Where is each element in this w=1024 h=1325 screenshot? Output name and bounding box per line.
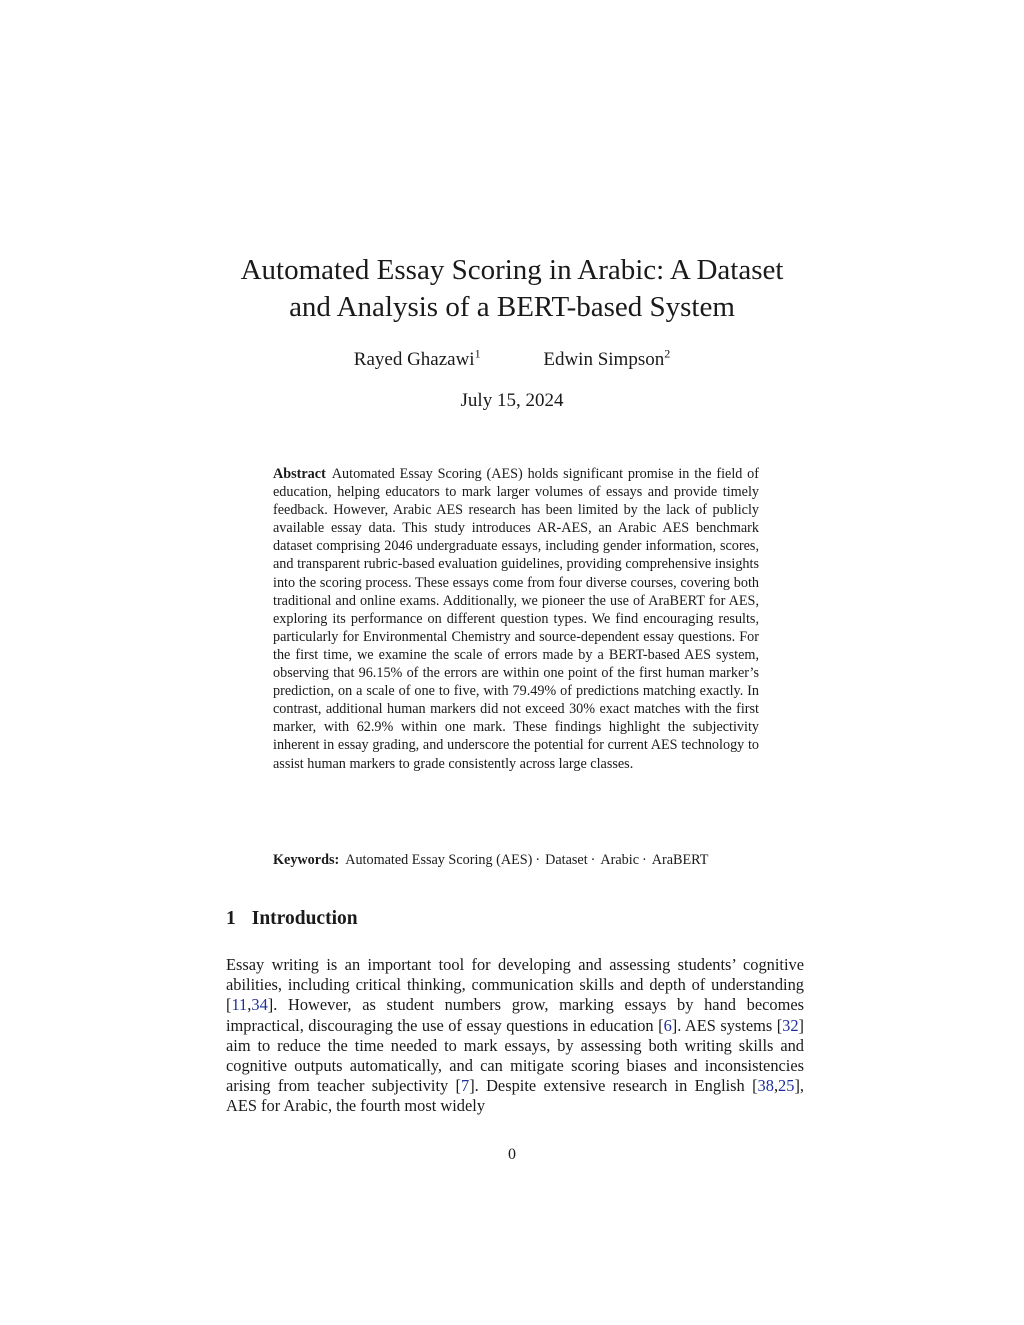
intro-text: ]. AES systems [ [671, 1015, 783, 1035]
intro-text: ], AES for Arabic, the fourth most widely [226, 1076, 804, 1116]
section-heading-introduction [226, 906, 358, 932]
keywords-label: Keywords: [273, 852, 340, 868]
keyword: Dataset [545, 852, 588, 868]
abstract-text: Automated Essay Scoring (AES) holds significant promise in the field of education, helping educators to mark larger volumes of essays and provide timely feedback. However, Arabic AES research has been limited by the lack of publicly available essay data. This study introduces AR-AES, an Arabic AES benchmark dataset comprising 2046 undergraduate essays, including gender information, scores, and transparent rubric-based evaluation guidelines, providing comprehensive insights into the scoring process. These essays come from four diverse courses, covering both traditional and online exams. Additionally, we pioneer the use of AraBERT for AES, exploring its performance on different question types. We find encouraging results, particularly for Environmental Chemistry and source-dependent essay questions. For the first time, we examine the scale of errors made by a BERT-based AES system, observing that 96.15% of the errors are within one point of the first human marker’s prediction, on a scale of one to five, with 79.49% of predictions matching exactly. In contrast, additional human markers did not exceed 30% exact matches with the first marker, with 62.9% within one mark. These findings highlight the subjectivity inherent in essay grading, and underscore the potential for current AES technology to assist human markers to grade consistently across large classes. [273, 466, 759, 772]
publication-date: July 15, 2024 [460, 390, 564, 411]
intro-text: , [247, 995, 252, 1015]
citation-link[interactable]: 34 [251, 995, 268, 1015]
keyword-separator: · [642, 852, 647, 868]
citation-link[interactable]: 6 [663, 1015, 672, 1035]
intro-text: ] aim to reduce the time needed to mark essays, by assessing both writing skills and cognitive outputs automatically, and can mitigate scoring biases and inconsistencies arising from teacher subjectivity [ [226, 1015, 805, 1096]
author-name: Rayed Ghazawi [353, 349, 475, 370]
keyword: Automated Essay Scoring (AES) [345, 852, 533, 868]
keywords [273, 851, 813, 869]
abstract [273, 465, 759, 773]
keyword-separator: · [590, 852, 596, 868]
abstract-label: Abstract [273, 466, 326, 482]
citation-link[interactable]: 25 [778, 1076, 795, 1096]
citation-link[interactable]: 7 [461, 1076, 470, 1096]
intro-text: , [773, 1076, 779, 1096]
introduction-paragraph [226, 955, 804, 1117]
intro-text: ]. Despite extensive research in English [ [469, 1076, 758, 1096]
keyword-separator: · [535, 852, 541, 868]
author-2 [543, 348, 670, 372]
keyword: Arabic [600, 852, 639, 868]
intro-text: Essay writing is an important tool for developing and assessing students’ cognitive abilities, including critical thinking, communication skills and depth of understanding [ [226, 955, 804, 1015]
citation-link[interactable]: 32 [782, 1015, 799, 1035]
author-name: Edwin Simpson [543, 349, 665, 370]
title-line-1: Automated Essay Scoring in Arabic: A Dataset [240, 254, 784, 286]
author-1 [354, 348, 481, 372]
citation-link[interactable]: 11 [231, 995, 248, 1015]
author-affiliation-mark: 1 [474, 346, 481, 361]
paper-title [0, 252, 1024, 326]
author-list [0, 348, 1024, 372]
section-number: 1 [226, 908, 236, 929]
page-number: 0 [508, 1146, 516, 1163]
title-line-2: and Analysis of a BERT-based System [289, 291, 735, 323]
author-affiliation-mark: 2 [664, 346, 671, 361]
keyword: AraBERT [651, 852, 709, 868]
section-title: Introduction [251, 908, 358, 929]
citation-link[interactable]: 38 [757, 1076, 774, 1096]
intro-text: ]. However, as student numbers grow, marking essays by hand becomes impractical, discouraging the use of essay questions in education [ [226, 995, 804, 1035]
